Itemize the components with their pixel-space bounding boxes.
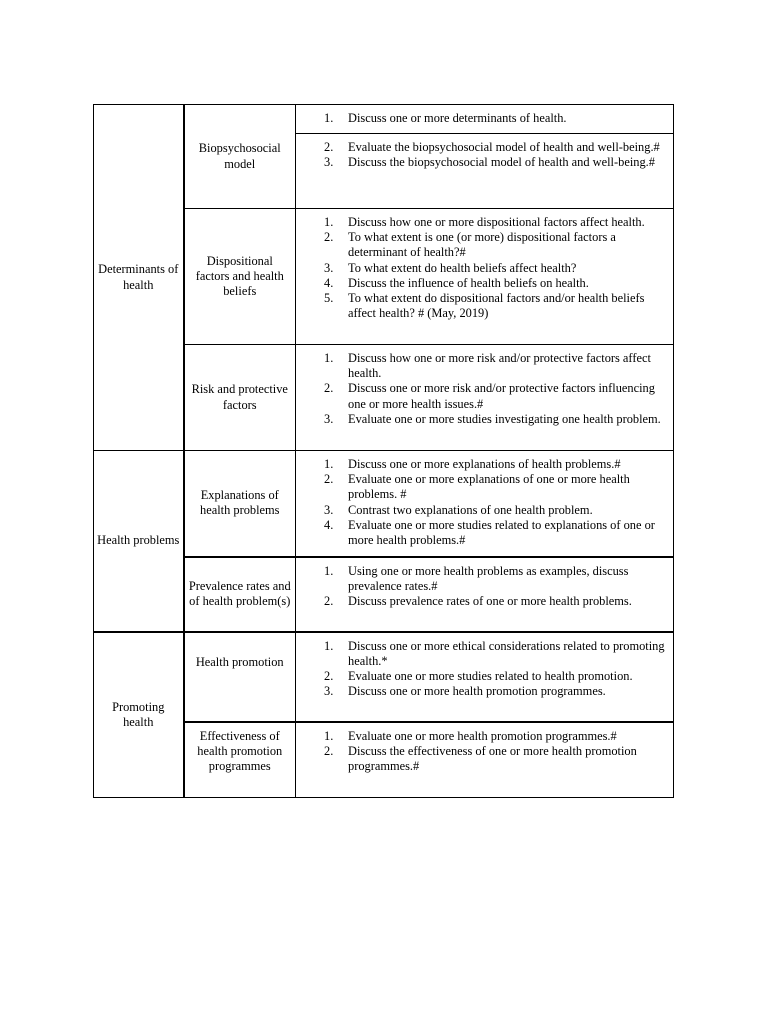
question-cell <box>296 451 674 557</box>
question-item: 4. Discuss the influence of health beliefs on health. <box>324 275 589 290</box>
question-item: 3. Discuss one or more health promotion programmes. <box>324 684 606 699</box>
subtopic-cell: Dispositional factors and health beliefs <box>184 209 296 345</box>
question-cell <box>296 134 674 209</box>
question-item: 2. Evaluate the biopsychosocial model of health and well-being.# <box>324 140 660 154</box>
subtopic-cell: Explanations of health problems <box>184 451 296 557</box>
question-item: 4. Evaluate one or more studies related to explanations of one or more health problems.# <box>324 517 655 548</box>
question-list <box>296 639 673 700</box>
question-list <box>296 215 673 321</box>
health-topics-table <box>93 104 674 798</box>
question-list <box>296 564 673 610</box>
topic-cell: Health problems <box>94 451 184 632</box>
table-row <box>94 451 674 557</box>
question-cell <box>296 722 674 798</box>
question-item: 2. Evaluate one or more explanations of one or more health problems. # <box>324 472 630 502</box>
question-item: 5. To what extent do dispositional factors and/or health beliefs affect health? # (May, 2019) <box>324 291 645 321</box>
question-list <box>296 111 673 126</box>
question-item: 1. Discuss how one or more risk and/or protective factors affect health. <box>324 351 651 381</box>
question-item: 1. Evaluate one or more health promotion programmes.# <box>324 728 617 743</box>
question-item: 1. Using one or more health problems as examples, discuss prevalence rates.# <box>324 563 629 593</box>
question-item: 1. Discuss how one or more dispositional factors affect health. <box>324 215 645 229</box>
question-list <box>296 140 673 170</box>
question-list <box>296 351 673 427</box>
question-item: 3. Contrast two explanations of one health problem. <box>324 502 593 517</box>
topic-cell: Determinants of health <box>94 105 184 451</box>
question-item: 2. To what extent is one (or more) dispositional factors a determinant of health?# <box>324 230 616 260</box>
question-cell <box>296 345 674 451</box>
question-item: 3. Discuss the biopsychosocial model of health and well-being.# <box>324 155 655 170</box>
question-item: 3. To what extent do health beliefs affect health? <box>324 260 577 275</box>
subtopic-cell: Risk and protective factors <box>184 345 296 451</box>
question-cell <box>296 557 674 632</box>
question-cell <box>296 105 674 134</box>
question-item: 1. Discuss one or more determinants of health. <box>324 111 567 126</box>
question-cell <box>296 209 674 345</box>
question-item: 2. Discuss the effectiveness of one or more health promotion programmes.# <box>324 743 637 773</box>
question-list <box>296 457 673 548</box>
question-item: 1. Discuss one or more ethical considerations related to promoting health.* <box>324 638 665 668</box>
subtopic-cell: Health promotion <box>184 632 296 722</box>
table-row <box>94 105 674 134</box>
table-row <box>94 632 674 722</box>
subtopic-cell: Biopsychosocial model <box>184 105 296 209</box>
question-item: 1. Discuss one or more explanations of health problems.# <box>324 457 621 471</box>
question-item: 2. Discuss one or more risk and/or protective factors influencing one or more health issues.# <box>324 381 655 411</box>
subtopic-cell: Effectiveness of health promotion programmes <box>184 722 296 798</box>
question-item: 3. Evaluate one or more studies investigating one health problem. <box>324 411 661 426</box>
question-list <box>296 729 673 775</box>
question-cell <box>296 632 674 722</box>
subtopic-cell: Prevalence rates and of health problem(s) <box>184 557 296 632</box>
topic-cell: Promoting health <box>94 632 184 798</box>
question-item: 2. Evaluate one or more studies related to health promotion. <box>324 668 633 683</box>
question-item: 2. Discuss prevalence rates of one or more health problems. <box>324 593 632 608</box>
